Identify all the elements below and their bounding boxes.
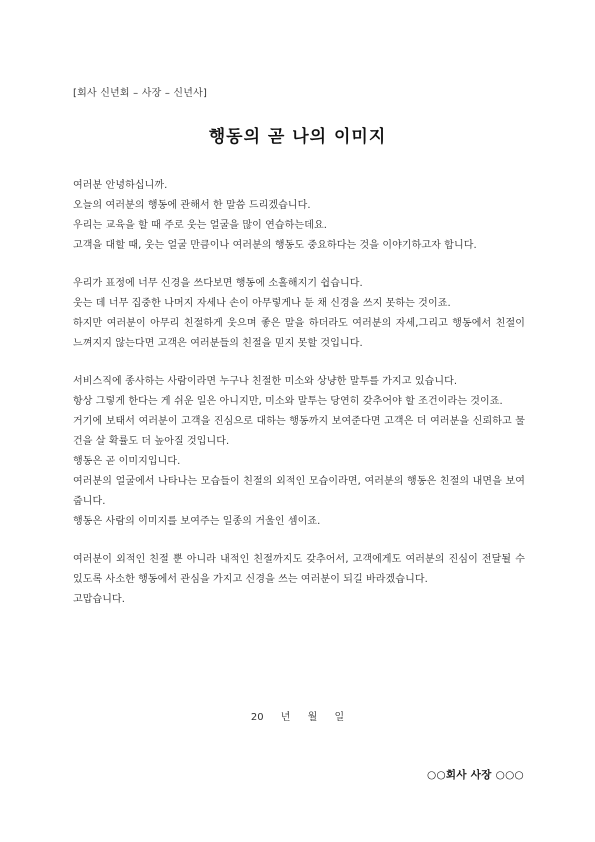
body-line: 여러분의 얼굴에서 나타나는 모습들이 친절의 외적인 모습이라면, 여러분의 행동은 친절의 내면을 보여줍니다. bbox=[73, 476, 525, 507]
body-line: 여러분 안녕하십니까. bbox=[73, 180, 168, 191]
paragraph-gap bbox=[73, 354, 525, 372]
paragraph-gap bbox=[73, 532, 525, 550]
document-header: [회사 신년회 – 사장 – 신년사] bbox=[73, 88, 208, 99]
body-line: 우리는 교육을 할 때 주로 웃는 얼굴을 많이 연습하는데요. bbox=[73, 220, 327, 231]
body-line: 고객을 대할 때, 웃는 얼굴 만큼이나 여러분의 행동도 중요하다는 것을 이야기하고자 합니다. bbox=[73, 240, 477, 251]
body-line: 행동은 곧 이미지입니다. bbox=[73, 456, 181, 467]
body-line: 웃는 데 너무 집중한 나머지 자세나 손이 아무렇게나 둔 채 신경을 쓰지 못하는 것이죠. bbox=[73, 298, 451, 309]
body-line: 항상 그렇게 한다는 게 쉬운 일은 아니지만, 미소와 말투는 당연히 갖추어야 할 조건이라는 것이죠. bbox=[73, 396, 503, 407]
body-line: 우리가 표정에 너무 신경을 쓰다보면 행동에 소홀해지기 쉽습니다. bbox=[73, 278, 363, 289]
body-line: 오늘의 여러분의 행동에 관해서 한 말씀 드리겠습니다. bbox=[73, 200, 311, 211]
paragraph-gap bbox=[73, 256, 525, 274]
document-signature: ○○회사 사장 ○○○ bbox=[427, 769, 524, 781]
body-line: 여러분이 외적인 친절 뿐 아니라 내적인 친절까지도 갖추어서, 고객에게도 여러분의 진심이 전달될 수 있도록 사소한 행동에서 관심을 가지고 신경을 쓰는 여러분이 되길 바라겠습니다. bbox=[73, 554, 525, 585]
document-date: 20 년 월 일 bbox=[250, 712, 345, 723]
body-line: 거기에 보태서 여러분이 고객을 진심으로 대하는 행동까지 보여준다면 고객은 더 여러분을 신뢰하고 물건을 살 확률도 더 높아질 것입니다. bbox=[73, 416, 525, 447]
body-line: 고맙습니다. bbox=[73, 594, 126, 605]
body-line: 하지만 여러분이 아무리 친절하게 웃으며 좋은 말을 하더라도 여러분의 자세,그리고 행동에서 친절이 느껴지지 않는다면 고객은 여러분들의 친절을 믿지 못할 것입니다. bbox=[73, 318, 525, 349]
document-title: 행동의 곧 나의 이미지 bbox=[208, 127, 387, 147]
body-line: 행동은 사람의 이미지를 보여주는 일종의 거울인 셈이죠. bbox=[73, 516, 321, 527]
document-body bbox=[73, 176, 525, 610]
body-line: 서비스직에 종사하는 사람이라면 누구나 친절한 미소와 상냥한 말투를 가지고 있습니다. bbox=[73, 376, 458, 387]
